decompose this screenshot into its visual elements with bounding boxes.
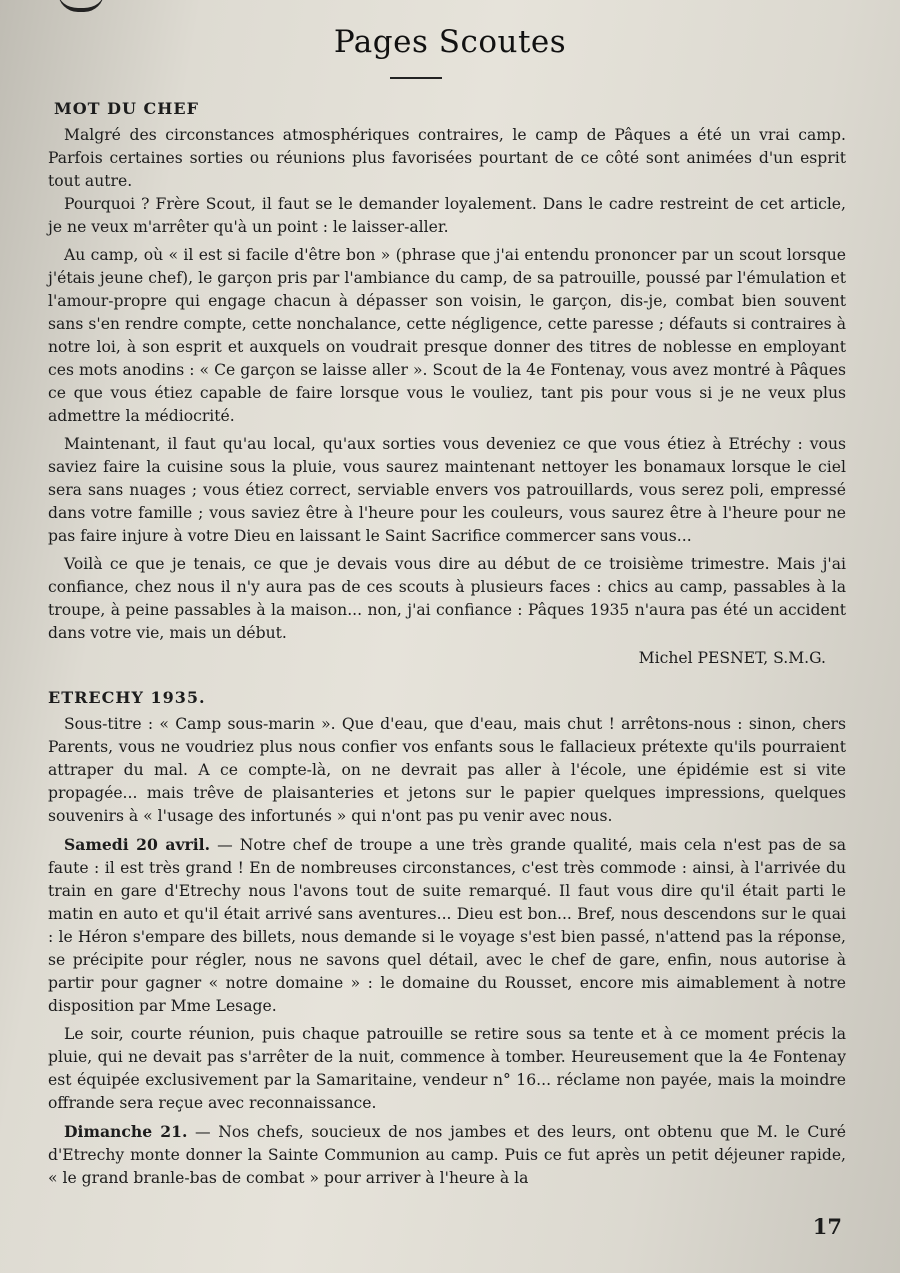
corner-ornament [58,0,104,12]
entry-dimanche [48,1120,846,1190]
date-label-dimanche: Dimanche 21. [64,1122,188,1141]
entry-samedi-soir: Le soir, courte réunion, puis chaque patrouille se retire sous sa tente et à ce moment précis la pluie, qui ne devait pas s'arrêter de la nuit, commence à tomber. Heureusement que la 4e Fontenay est équipée exclusivement par la Samaritaine, vendeur n° 16... réclame non payée, mais la moindre offrande sera reçue avec reconnaissance. [48,1025,846,1112]
page-body [48,97,846,1190]
entry-samedi-text: — Notre chef de troupe a une très grande qualité, mais cela n'est pas de sa faute : il est très grand ! En de nombreuses circonstances, c'est très commode : ainsi, à l'arrivée du train en gare d'Etrechy nous l'avons tout de suite remarqué. Il faut vous dire qu'il était parti le matin en auto et qu'il était arrivé sans aventures... Dieu est bon... Bref, nous descendons sur le quai : le Héron s'empare des billets, nous demande si le voyage s'est bien passé, n'attend pas la réponse, se précipite pour régler, nous ne savons quel détail, avec le chef de gare, enfin, nous autorise à partir pour gagner « notre domaine » : le domaine du Rousset, encore mis aimablement à notre disposition par Mme Lesage. [48,836,846,1015]
section-heading-etrechy: ETRECHY 1935. [48,688,206,707]
date-label-samedi: Samedi 20 avril. [64,835,211,854]
paragraph-2: Pourquoi ? Frère Scout, il faut se le demander loyalement. Dans le cadre restreint de cet article, je ne veux m'arrêter qu'à un point : le laisser-aller. [48,195,846,236]
paragraph-3: Au camp, où « il est si facile d'être bon » (phrase que j'ai entendu prononcer par un scout lorsque j'étais jeune chef), le garçon pris par l'ambiance du camp, de sa patrouille, poussé par l'émulation et l'amour-propre qui engage chacun à dépasser son voisin, le garçon, dis-je, combat bien souvent sans s'en rendre compte, cette nonchalance, cette négligence, cette paresse ; défauts si contraires à notre loi, à son esprit et auxquels on voudrait presque donner des titres de noblesse en employant ces mots anodins : « Ce garçon se laisse aller ». Scout de la 4e Fontenay, vous avez montré à Pâques ce que vous étiez capable de faire lorsque vous le vouliez, tant pis pour vous si je ne veux plus admettre la médiocrité. [48,246,846,425]
entry-dimanche-text: — Nos chefs, soucieux de nos jambes et des leurs, ont obtenu que M. le Curé d'Etrechy monte donner la Sainte Communion au camp. Puis ce fut après un petit déjeuner rapide, « le grand branle-bas de combat » pour arriver à l'heure à la [48,1123,847,1187]
title-underline [390,77,442,79]
etrechy-intro: Sous-titre : « Camp sous-marin ». Que d'eau, que d'eau, mais chut ! arrêtons-nous : sinon, chers Parents, vous ne voudriez plus nous confier vos enfants sous le fallacieux prétexte qu'ils pourraient attraper du mal. A ce compte-là, on ne devrait pas aller à l'école, une épidémie est si vite propagée... mais trêve de plaisanteries et jetons sur le papier quelques impressions, quelques souvenirs à « l'usage des infortunés » qui n'ont pas pu venir avec nous. [48,715,846,825]
signature: Michel PESNET, S.M.G. [638,649,826,667]
page-title: Pages Scoutes [333,24,567,60]
page-number: 17 [812,1214,842,1239]
paragraph-1: Malgré des circonstances atmosphériques contraires, le camp de Pâques a été un vrai camp. Parfois certaines sorties ou réunions plus favorisées pourtant de ce côté sont animées d'un esprit tout autre. [48,126,846,190]
paragraph-5: Voilà ce que je tenais, ce que je devais vous dire au début de ce troisième trimestre. Mais j'ai confiance, chez nous il n'y aura pas de ces scouts à plusieurs faces : chics au camp, passables à la troupe, à peine passables à la maison... non, j'ai confiance : Pâques 1935 n'aura pas été un accident dans votre vie, mais un début. [48,555,846,642]
entry-samedi [48,833,846,1018]
section-heading-mot-du-chef: MOT DU CHEF [54,99,199,118]
paragraph-4: Maintenant, il faut qu'au local, qu'aux sorties vous deveniez ce que vous étiez à Etréchy : vous saviez faire la cuisine sous la pluie, vous saurez maintenant nettoyer les bonamaux lorsque le ciel sera sans nuages ; vous étiez correct, serviable envers vos patrouillards, vous serez poli, empressé dans votre famille ; vous saviez être à l'heure pour les couleurs, vous saurez être à l'heure pour ne pas faire injure à votre Dieu en laissant le Saint Sacrifice commercer sans vous... [48,435,846,545]
